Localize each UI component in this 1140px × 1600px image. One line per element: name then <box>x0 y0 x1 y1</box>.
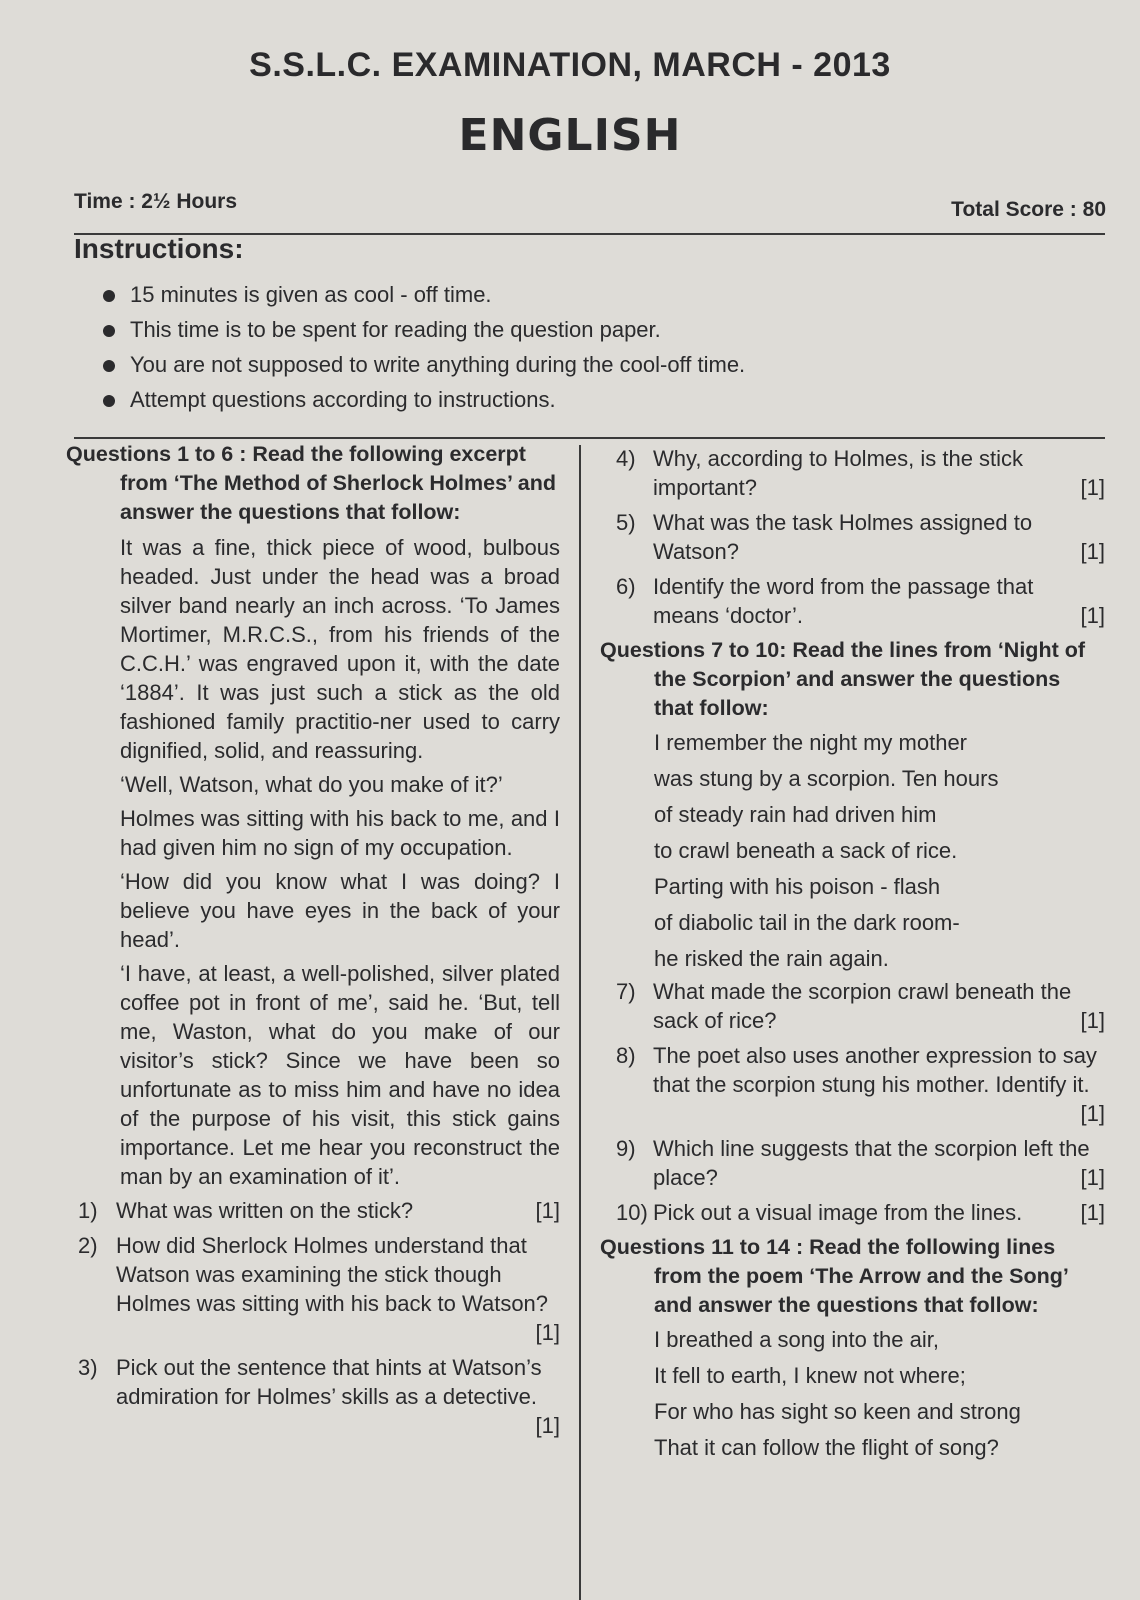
question-9 <box>600 1134 1105 1192</box>
poem-line: I breathed a song into the air, <box>654 1327 939 1352</box>
question-mark: [1] <box>1080 603 1105 628</box>
passage-paragraph: It was a fine, thick piece of wood, bulbous headed. Just under the head was a broad silver band nearly an inch across. ‘To James Mortimer, M.R.C.S., from his friends of the C.C.H.’ was engraved upon it, with the date ‘1884’. It was just such a stick as the old fashioned family practitio-ner used to carry dignified, solid, and reassuring. <box>120 535 560 763</box>
question-mark: [1] <box>535 1320 560 1345</box>
question-mark: [1] <box>1080 1200 1105 1225</box>
poem-line: of diabolic tail in the dark room- <box>654 910 960 935</box>
question-3 <box>66 1353 560 1440</box>
poem-line: was stung by a scorpion. Ten hours <box>654 766 999 791</box>
question-mark: [1] <box>535 1198 560 1223</box>
instructions-divider <box>74 437 1105 439</box>
question-text: The poet also uses another expression to say that the scorpion stung his mother. Identify it. <box>653 1043 1097 1097</box>
right-column <box>600 444 1105 1466</box>
sherlock-passage <box>120 533 560 1191</box>
question-number: 8) <box>616 1043 636 1068</box>
section-1-heading: Questions 1 to 6 : Read the following excerpt from ‘The Method of Sherlock Holmes’ and answer the questions that follow: <box>66 442 557 524</box>
question-mark: [1] <box>1080 539 1105 564</box>
subject-title: ENGLISH <box>458 110 682 161</box>
question-number: 2) <box>78 1233 98 1258</box>
instruction-item: Attempt questions according to instructions. <box>100 385 745 420</box>
poem-line: of steady rain had driven him <box>654 802 937 827</box>
instruction-item: 15 minutes is given as cool - off time. <box>100 280 745 315</box>
question-text: Pick out a visual image from the lines. <box>653 1200 1023 1225</box>
scorpion-poem <box>654 725 1105 977</box>
poem-line: Parting with his poison - flash <box>654 874 941 899</box>
question-number: 6) <box>616 574 636 599</box>
question-7 <box>600 977 1105 1035</box>
passage-paragraph: ‘I have, at least, a well-polished, silver plated coffee pot in front of me’, said he. ‘But, tell me, Waston, what do you make of our visitor’s stick? Since we have been so unfortunate as to miss him and have no idea of the purpose of his visit, this stick gains importance. Let me hear you reconstruct the man by an examination of it’. <box>120 961 560 1189</box>
poem-line: It fell to earth, I knew not where; <box>654 1363 966 1388</box>
instructions-heading: Instructions: <box>74 233 244 264</box>
question-text: Which line suggests that the scorpion left the place? <box>653 1136 1090 1190</box>
section-2-heading: Questions 7 to 10: Read the lines from ‘Night of the Scorpion’ and answer the questions that follow: <box>600 638 1085 720</box>
time-allowed: Time : 2½ Hours <box>74 190 237 213</box>
question-8 <box>600 1041 1105 1128</box>
question-10 <box>600 1198 1105 1227</box>
question-text: What was written on the stick? <box>116 1198 414 1223</box>
passage-paragraph: ‘How did you know what I was doing? I believe you have eyes in the back of your head’. <box>120 869 560 952</box>
instruction-item: This time is to be spent for reading the question paper. <box>100 315 745 350</box>
question-mark: [1] <box>1080 1008 1105 1033</box>
passage-paragraph: ‘Well, Watson, what do you make of it?’ <box>120 772 503 797</box>
question-4 <box>600 444 1105 502</box>
question-text: What was the task Holmes assigned to Watson? <box>653 510 1033 564</box>
passage-paragraph: Holmes was sitting with his back to me, and I had given him no sign of my occupation. <box>120 806 560 860</box>
exam-title: S.S.L.C. EXAMINATION, MARCH - 2013 <box>249 46 891 84</box>
poem-line: That it can follow the flight of song? <box>654 1435 999 1460</box>
question-2 <box>66 1231 560 1347</box>
question-text: What made the scorpion crawl beneath the sack of rice? <box>653 979 1072 1033</box>
question-number: 7) <box>616 979 636 1004</box>
instructions-list <box>100 280 745 420</box>
question-number: 4) <box>616 446 636 471</box>
question-mark: [1] <box>1080 475 1105 500</box>
question-number: 3) <box>78 1355 98 1380</box>
poem-line: For who has sight so keen and strong <box>654 1399 1021 1424</box>
question-number: 10) <box>616 1200 648 1225</box>
question-number: 1) <box>78 1198 98 1223</box>
column-divider <box>579 445 581 1600</box>
left-column <box>66 440 560 1446</box>
question-mark: [1] <box>1080 1101 1105 1126</box>
total-score: Total Score : 80 <box>951 198 1106 221</box>
poem-line: he risked the rain again. <box>654 946 889 971</box>
question-mark: [1] <box>535 1413 560 1438</box>
question-1 <box>66 1196 560 1225</box>
question-number: 9) <box>616 1136 636 1161</box>
question-text: Pick out the sentence that hints at Watson’s admiration for Holmes’ skills as a detective. <box>116 1355 542 1409</box>
poem-line: I remember the night my mother <box>654 730 968 755</box>
question-text: How did Sherlock Holmes understand that Watson was examining the stick though Holmes was sitting with his back to Watson? <box>116 1233 549 1316</box>
question-text: Why, according to Holmes, is the stick important? <box>653 446 1024 500</box>
section-3-heading: Questions 11 to 14 : Read the following lines from the poem ‘The Arrow and the Song’ and answer the questions that follow: <box>600 1235 1068 1317</box>
question-mark: [1] <box>1080 1165 1105 1190</box>
question-6 <box>600 572 1105 630</box>
question-number: 5) <box>616 510 636 535</box>
arrow-song-poem <box>654 1322 1105 1466</box>
poem-line: to crawl beneath a sack of rice. <box>654 838 958 863</box>
question-text: Identify the word from the passage that means ‘doctor’. <box>653 574 1034 628</box>
question-5 <box>600 508 1105 566</box>
instruction-item: You are not supposed to write anything during the cool-off time. <box>100 350 745 385</box>
